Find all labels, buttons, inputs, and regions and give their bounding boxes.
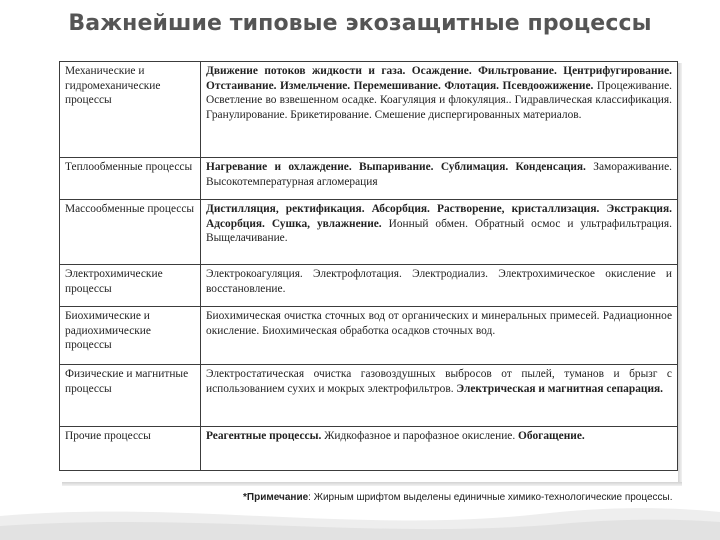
process-category: Биохимические и радиохимические процессы: [65, 310, 151, 352]
process-text: Электростатическая очистка газовоздушных выбросов от пылей, туманов и брызг с использованием сухих и мокрых электрофильтров.: [206, 368, 672, 395]
table-row: [60, 62, 678, 158]
table-row: [60, 307, 678, 365]
table-row: [60, 365, 678, 427]
process-category: Электрохимические процессы: [65, 268, 163, 295]
footnote: [243, 492, 673, 504]
process-bold-text: Движение потоков жидкости и газа. Осаждение. Фильтрование. Центрифугирование. Отстаивание. Измельчение. Перемешивание. Флотация. Псевдоожижение.: [206, 65, 672, 92]
process-category-cell: [60, 307, 201, 365]
process-description-cell: [201, 200, 678, 265]
process-table-container: [59, 61, 678, 471]
process-description-cell: [201, 307, 678, 365]
process-description-cell: [201, 265, 678, 307]
process-category: Теплообменные процессы: [65, 161, 193, 173]
process-text: Электрокоагуляция. Электрофлотация. Электродиализ. Электрохимическое окисление и восстановление.: [206, 268, 672, 295]
process-bold-text: Дистилляция, ректификация. Абсорбция. Растворение, кристаллизация. Экстракция. Адсорбция. Сушка, увлажнение.: [206, 203, 672, 230]
process-table-body: [60, 62, 678, 471]
table-row: [60, 265, 678, 307]
process-category-cell: [60, 265, 201, 307]
footnote-text: : Жирным шрифтом выделены единичные химико-технологические процессы.: [308, 492, 673, 503]
process-text: Процеживание. Осветление во взвешенном осадке. Коагуляция и флокуляция.. Гидравлическая классификация. Гранулирование. Брикетирование. Смешение диспергированных материалов.: [206, 79, 672, 121]
process-category-cell: [60, 200, 201, 265]
process-text: Жидкофазное и парофазное окисление.: [321, 430, 516, 442]
process-description-cell: [201, 427, 678, 471]
table-shadow-right: [678, 63, 682, 482]
process-category: Физические и магнитные процессы: [65, 368, 189, 395]
process-description-cell: [201, 158, 678, 200]
table-row: [60, 200, 678, 265]
process-category: Массообменные процессы: [65, 203, 195, 215]
process-bold-text: Электрическая и магнитная сепарация.: [453, 382, 664, 395]
page-title: Важнейшие типовые экозащитные процессы: [68, 11, 652, 36]
process-text: Ионный обмен. Обратный осмос и ультрафильтрация. Выщелачивание.: [206, 217, 672, 245]
process-bold-text: Обогащение.: [515, 430, 585, 442]
process-bold-text: Реагентные процессы.: [206, 430, 322, 442]
process-category-cell: [60, 427, 201, 471]
process-category: Прочие процессы: [65, 430, 151, 442]
process-text: Замораживание. Высокотемпературная агломерация: [206, 161, 672, 188]
process-text: Биохимическая очистка сточных вод от органических и минеральных примесей. Радиационное окисление. Биохимическая обработка осадков сточных вод.: [206, 310, 672, 337]
process-bold-text: Нагревание и охлаждение. Выпаривание. Сублимация. Конденсация.: [206, 161, 586, 173]
process-category-cell: [60, 158, 201, 200]
process-category-cell: [60, 62, 201, 158]
process-description-cell: [201, 62, 678, 158]
process-category: Механические и гидромеханические процессы: [65, 65, 161, 107]
process-description-cell: [201, 365, 678, 427]
footnote-label: *Примечание: [243, 492, 309, 503]
table-shadow-bottom: [62, 482, 682, 486]
table-row: [60, 427, 678, 471]
table-row: [60, 158, 678, 200]
process-table: [59, 61, 678, 471]
process-category-cell: [60, 365, 201, 427]
